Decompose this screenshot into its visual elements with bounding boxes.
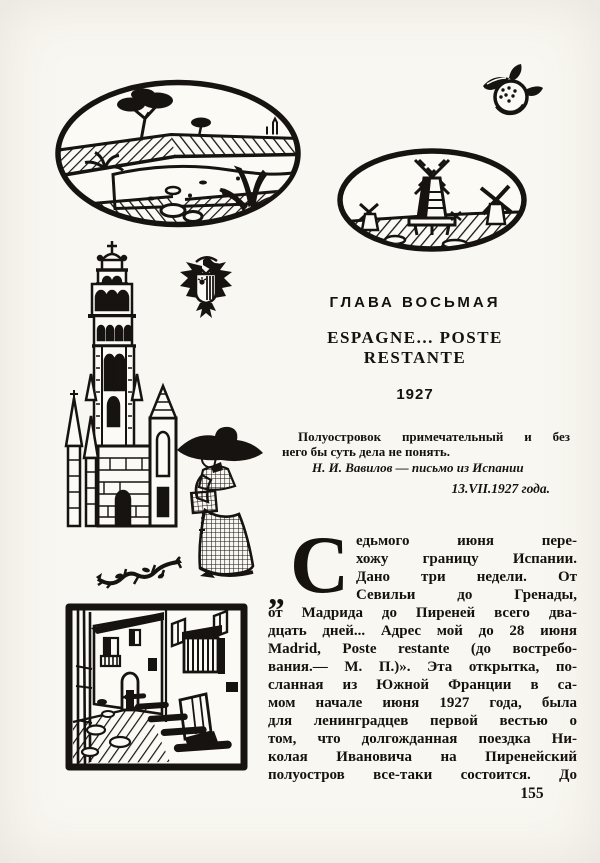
body-text-line: хожу границу Испании. [356, 551, 577, 567]
windmills-vignette-illustration [335, 148, 530, 253]
chapter-year: 1927 [396, 386, 434, 403]
body-text-line: Madrid, Poste restante (до востребо- [268, 641, 577, 657]
page-number: 155 [520, 785, 544, 802]
opening-quote: „ [268, 575, 285, 612]
body-text-line: полуостров все-таки состоится. До [268, 767, 577, 783]
spanish-woman-illustration [175, 420, 265, 580]
street-scene-illustration [64, 602, 250, 774]
thorny-branch-ornament [94, 549, 182, 589]
body-text-line: дцать дней... Адрес мой до 28 июня [268, 623, 577, 639]
drop-cap [268, 519, 356, 612]
chapter-title [280, 328, 550, 368]
body-text-line: Дано три недели. От [356, 569, 577, 585]
chapter-title-line1: ESPAGNE... POSTE [327, 328, 503, 347]
epigraph-line2: него бы суть дела не понять. [282, 444, 451, 459]
drop-cap-letter: С [290, 519, 350, 610]
body-text-line: колая Ивановича на Пиренейский [268, 749, 577, 765]
body-text-line: от Мадрида до Пиреней всего два- [268, 605, 577, 621]
eagle-emblem-illustration [176, 254, 236, 334]
body-text-line: едьмого июня пере- [356, 533, 577, 549]
giralda-tower-illustration [58, 240, 183, 530]
body-text-line: Севильи до Гренады, [356, 587, 577, 603]
epigraph-date: 13.VII.1927 года. [451, 481, 550, 496]
chapter-kicker: ГЛАВА ВОСЬМАЯ [329, 294, 501, 311]
orange-sprig-illustration [473, 64, 545, 118]
landscape-vignette-illustration [53, 77, 303, 230]
epigraph-attribution: Н. И. Вавилов — письмо из Испании [312, 460, 524, 475]
body-text [268, 519, 577, 784]
epigraph-line1: Полуостровок примечательный и без [298, 429, 570, 444]
body-text-line: том, что долгожданная поездка Ни- [268, 731, 577, 747]
body-text-line: сланная из Южной Франции в са- [268, 677, 577, 693]
body-text-line: вания.— М. П.)». Эта открытка, по- [268, 659, 577, 675]
epigraph [282, 429, 570, 496]
body-text-line: для ленинградцев первой вестью о [268, 713, 577, 729]
chapter-title-line2: RESTANTE [363, 348, 467, 367]
body-text-line: мом начале июня 1927 года, была [268, 695, 577, 711]
